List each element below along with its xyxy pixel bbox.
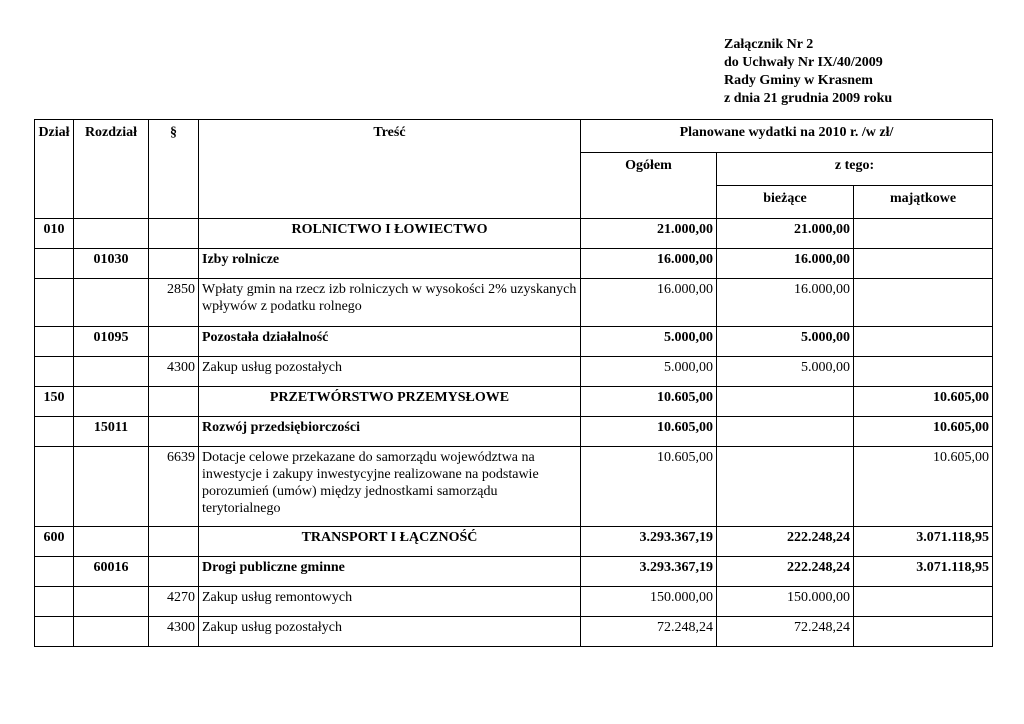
cell-ogolem: 3.293.367,19 (581, 557, 717, 587)
header-rozdzial: Rozdział (74, 120, 149, 219)
table-row-item (35, 587, 993, 617)
cell-biezace (717, 447, 854, 527)
cell-biezace (717, 417, 854, 447)
cell-rozdzial (74, 447, 149, 527)
cell-biezace: 222.248,24 (717, 557, 854, 587)
cell-rozdzial: 01095 (74, 327, 149, 357)
cell-ogolem: 72.248,24 (581, 617, 717, 647)
cell-biezace: 5.000,00 (717, 327, 854, 357)
cell-rozdzial (74, 279, 149, 327)
cell-paragraf: 2850 (149, 279, 199, 327)
header-ztego: z tego: (717, 153, 993, 186)
header-line-council: Rady Gminy w Krasnem (724, 73, 873, 88)
cell-paragraf: 4270 (149, 587, 199, 617)
cell-dzial (35, 417, 74, 447)
cell-majatkowe (854, 249, 993, 279)
header-line-date: z dnia 21 grudnia 2009 roku (724, 91, 893, 106)
cell-rozdzial (74, 387, 149, 417)
cell-paragraf (149, 219, 199, 249)
cell-rozdzial (74, 527, 149, 557)
header-ogolem: Ogółem (581, 153, 717, 219)
cell-majatkowe (854, 587, 993, 617)
cell-biezace: 16.000,00 (717, 279, 854, 327)
cell-biezace: 150.000,00 (717, 587, 854, 617)
cell-rozdzial (74, 219, 149, 249)
cell-tresc: Drogi publiczne gminne (199, 557, 581, 587)
cell-rozdzial: 01030 (74, 249, 149, 279)
cell-dzial (35, 279, 74, 327)
cell-rozdzial (74, 587, 149, 617)
cell-ogolem: 10.605,00 (581, 387, 717, 417)
cell-majatkowe: 10.605,00 (854, 447, 993, 527)
cell-dzial (35, 357, 74, 387)
cell-dzial: 600 (35, 527, 74, 557)
cell-majatkowe: 10.605,00 (854, 417, 993, 447)
cell-tresc: Zakup usług remontowych (199, 587, 581, 617)
cell-biezace: 5.000,00 (717, 357, 854, 387)
table-row-chapter (35, 327, 993, 357)
header-paragraf: § (149, 120, 199, 219)
cell-ogolem: 10.605,00 (581, 417, 717, 447)
cell-majatkowe (854, 219, 993, 249)
cell-paragraf (149, 249, 199, 279)
table-row-section (35, 387, 993, 417)
header-planowane: Planowane wydatki na 2010 r. /w zł/ (581, 120, 993, 153)
cell-tresc: Dotacje celowe przekazane do samorządu województwa na inwestycje i zakupy inwestycyjne realizowane na podstawie porozumień (umów) między jednostkami samorządu terytorialnego (199, 447, 581, 527)
cell-tresc: Izby rolnicze (199, 249, 581, 279)
header-majatkowe: majątkowe (854, 186, 993, 219)
cell-rozdzial: 15011 (74, 417, 149, 447)
cell-ogolem: 21.000,00 (581, 219, 717, 249)
cell-biezace: 16.000,00 (717, 249, 854, 279)
cell-biezace (717, 387, 854, 417)
cell-rozdzial: 60016 (74, 557, 149, 587)
expenditure-table (34, 119, 993, 647)
cell-dzial (35, 587, 74, 617)
cell-paragraf (149, 557, 199, 587)
cell-tresc: Rozwój przedsiębiorczości (199, 417, 581, 447)
cell-dzial (35, 447, 74, 527)
table-row-chapter (35, 557, 993, 587)
cell-ogolem: 3.293.367,19 (581, 527, 717, 557)
cell-ogolem: 5.000,00 (581, 357, 717, 387)
cell-paragraf: 4300 (149, 617, 199, 647)
cell-paragraf (149, 417, 199, 447)
cell-tresc: Pozostała działalność (199, 327, 581, 357)
cell-ogolem: 5.000,00 (581, 327, 717, 357)
cell-paragraf (149, 387, 199, 417)
table-row-item (35, 357, 993, 387)
cell-majatkowe (854, 279, 993, 327)
cell-ogolem: 10.605,00 (581, 447, 717, 527)
cell-dzial (35, 557, 74, 587)
table-row-chapter (35, 417, 993, 447)
cell-tresc: TRANSPORT I ŁĄCZNOŚĆ (199, 527, 581, 557)
table-row-item (35, 279, 993, 327)
table-row-section (35, 527, 993, 557)
header-tresc: Treść (199, 120, 581, 219)
cell-majatkowe (854, 357, 993, 387)
cell-paragraf (149, 527, 199, 557)
cell-tresc: Zakup usług pozostałych (199, 617, 581, 647)
cell-tresc: ROLNICTWO I ŁOWIECTWO (199, 219, 581, 249)
cell-paragraf: 4300 (149, 357, 199, 387)
cell-paragraf: 6639 (149, 447, 199, 527)
cell-biezace: 72.248,24 (717, 617, 854, 647)
cell-biezace: 222.248,24 (717, 527, 854, 557)
cell-tresc: PRZETWÓRSTWO PRZEMYSŁOWE (199, 387, 581, 417)
table-row-section (35, 219, 993, 249)
header-dzial: Dział (35, 120, 74, 219)
cell-rozdzial (74, 617, 149, 647)
cell-ogolem: 16.000,00 (581, 279, 717, 327)
cell-majatkowe: 3.071.118,95 (854, 527, 993, 557)
cell-paragraf (149, 327, 199, 357)
cell-majatkowe (854, 327, 993, 357)
cell-majatkowe: 10.605,00 (854, 387, 993, 417)
cell-dzial (35, 249, 74, 279)
table-row-chapter (35, 249, 993, 279)
cell-dzial (35, 327, 74, 357)
cell-tresc: Wpłaty gmin na rzecz izb rolniczych w wysokości 2% uzyskanych wpływów z podatku rolnego (199, 279, 581, 327)
cell-tresc: Zakup usług pozostałych (199, 357, 581, 387)
cell-dzial (35, 617, 74, 647)
cell-majatkowe (854, 617, 993, 647)
header-biezace: bieżące (717, 186, 854, 219)
header-line-resolution: do Uchwały Nr IX/40/2009 (724, 55, 883, 70)
cell-biezace: 21.000,00 (717, 219, 854, 249)
table-row-item (35, 617, 993, 647)
table-row-item (35, 447, 993, 527)
cell-rozdzial (74, 357, 149, 387)
cell-dzial: 010 (35, 219, 74, 249)
cell-ogolem: 150.000,00 (581, 587, 717, 617)
cell-majatkowe: 3.071.118,95 (854, 557, 993, 587)
cell-ogolem: 16.000,00 (581, 249, 717, 279)
header-line-attachment: Załącznik Nr 2 (724, 37, 814, 52)
cell-dzial: 150 (35, 387, 74, 417)
document-header (724, 36, 892, 108)
